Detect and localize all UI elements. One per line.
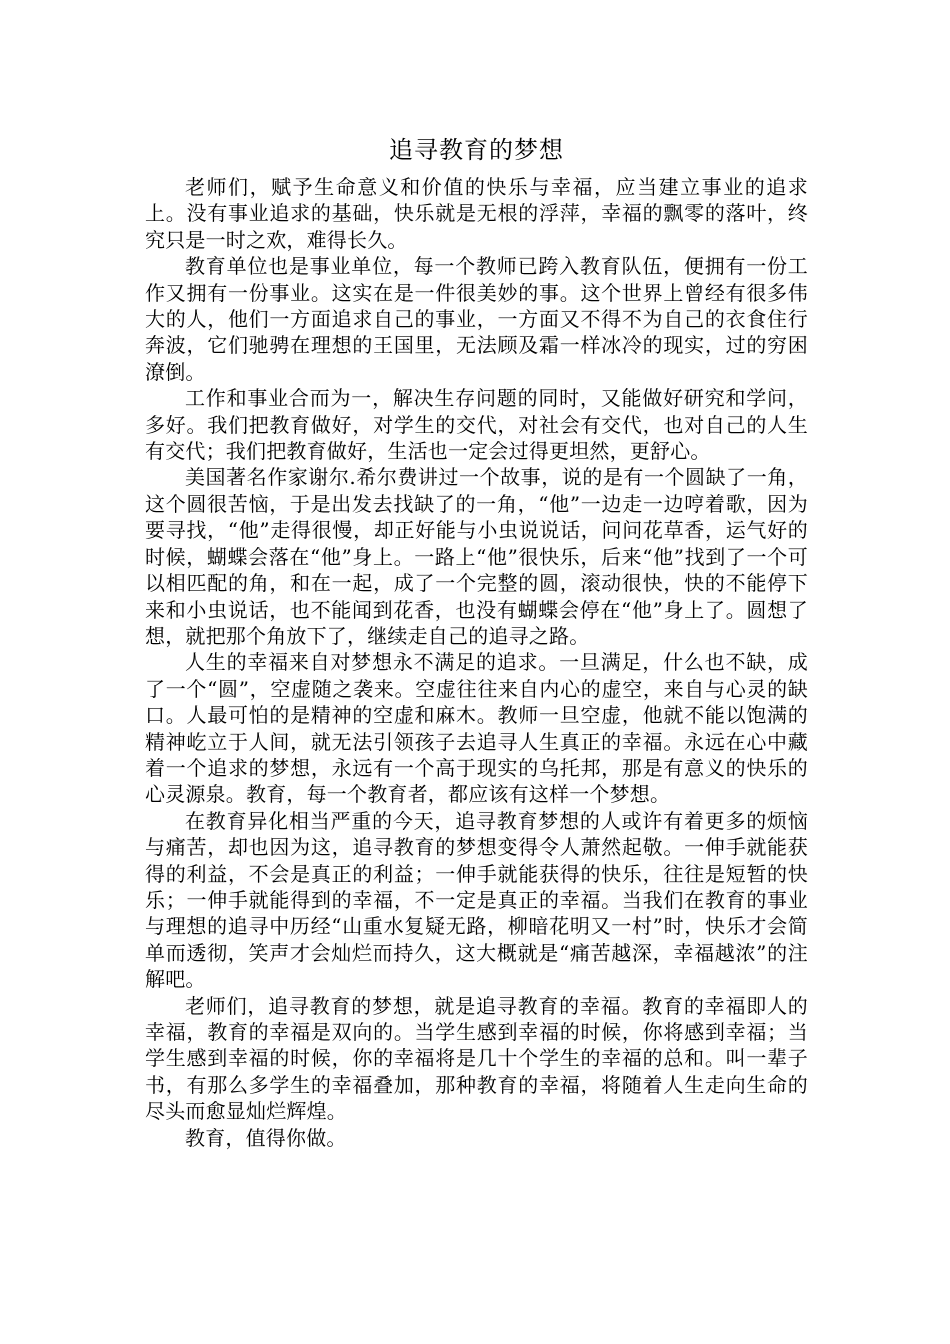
paragraph-2: 教育单位也是事业单位，每一个教师已跨入教育队伍，便拥有一份工作又拥有一份事业。这实在是一件很美妙的事。这个世界上曾经有很多伟大的人，他们一方面追求自己的事业，一方面又不得不为自己的衣食住行奔波，它们驰骋在理想的王国里，无法顾及霜一样冰冷的现实，过的穷困潦倒。 [145,254,808,384]
document-page [145,130,808,1151]
paragraph-7: 老师们，追寻教育的梦想，就是追寻教育的幸福。教育的幸福即人的幸福，教育的幸福是双向的。当学生感到幸福的时候，你将感到幸福；当学生感到幸福的时候，你的幸福将是几十个学生的幸福的总和。叫一辈子书，有那么多学生的幸福叠加，那种教育的幸福，将随着人生走向生命的尽头而愈显灿烂辉煌。 [145,993,808,1124]
paragraph-6: 在教育异化相当严重的今天，追寻教育梦想的人或许有着更多的烦恼与痛苦，却也因为这，追寻教育的梦想变得令人萧然起敬。一伸手就能获得的利益，不会是真正的利益；一伸手就能获得的快乐，往往是短暂的快乐；一伸手就能得到的幸福，不一定是真正的幸福。当我们在教育的事业与理想的追寻中历经“山重水复疑无路，柳暗花明又一村”时，快乐才会简单而透彻，笑声才会灿烂而持久，这大概就是“痛苦越深，幸福越浓”的注解吧。 [145,808,808,992]
paragraph-8: 教育，值得你做。 [185,1125,347,1150]
paragraph-1: 老师们，赋予生命意义和价值的快乐与幸福，应当建立事业的追求上。没有事业追求的基础，快乐就是无根的浮萍，幸福的飘零的落叶，终究只是一时之欢，难得长久。 [145,175,808,252]
paragraph-3: 工作和事业合而为一，解决生存问题的同时，又能做好研究和学问，多好。我们把教育做好，对学生的交代，对社会有交代，也对自己的人生有交代；我们把教育做好，生活也一定会过得更坦然，更舒心。 [145,386,808,464]
document-title: 追寻教育的梦想 [389,136,564,164]
paragraph-4: 美国著名作家谢尔.希尔费讲过一个故事，说的是有一个圆缺了一角，这个圆很苦恼，于是出发去找缺了的一角，“他”一边走一边哼着歌，因为要寻找，“他”走得很慢，却正好能与小虫说说话，问问花草香，运气好的时候，蝴蝶会落在“他”身上。一路上“他”很快乐，后来“他”找到了一个可以相匹配的角，和在一起，成了一个完整的圆，滚动很快，快的不能停下来和小虫说话，也不能闻到花香，也没有蝴蝶会停在“他”身上了。圆想了想，就把那个角放下了，继续走自己的追寻之路。 [145,465,808,648]
paragraph-5: 人生的幸福来自对梦想永不满足的追求。一旦满足，什么也不缺，成了一个“圆”，空虚随之袭来。空虚往往来自内心的虚空，来自与心灵的缺口。人最可怕的是精神的空虚和麻木。教师一旦空虚，他就不能以饱满的精神屹立于人间，就无法引领孩子去追寻人生真正的幸福。永远在心中藏着一个追求的梦想，永远有一个高于现实的乌托邦，那是有意义的快乐的心灵源泉。教育，每一个教育者，都应该有这样一个梦想。 [145,650,808,807]
